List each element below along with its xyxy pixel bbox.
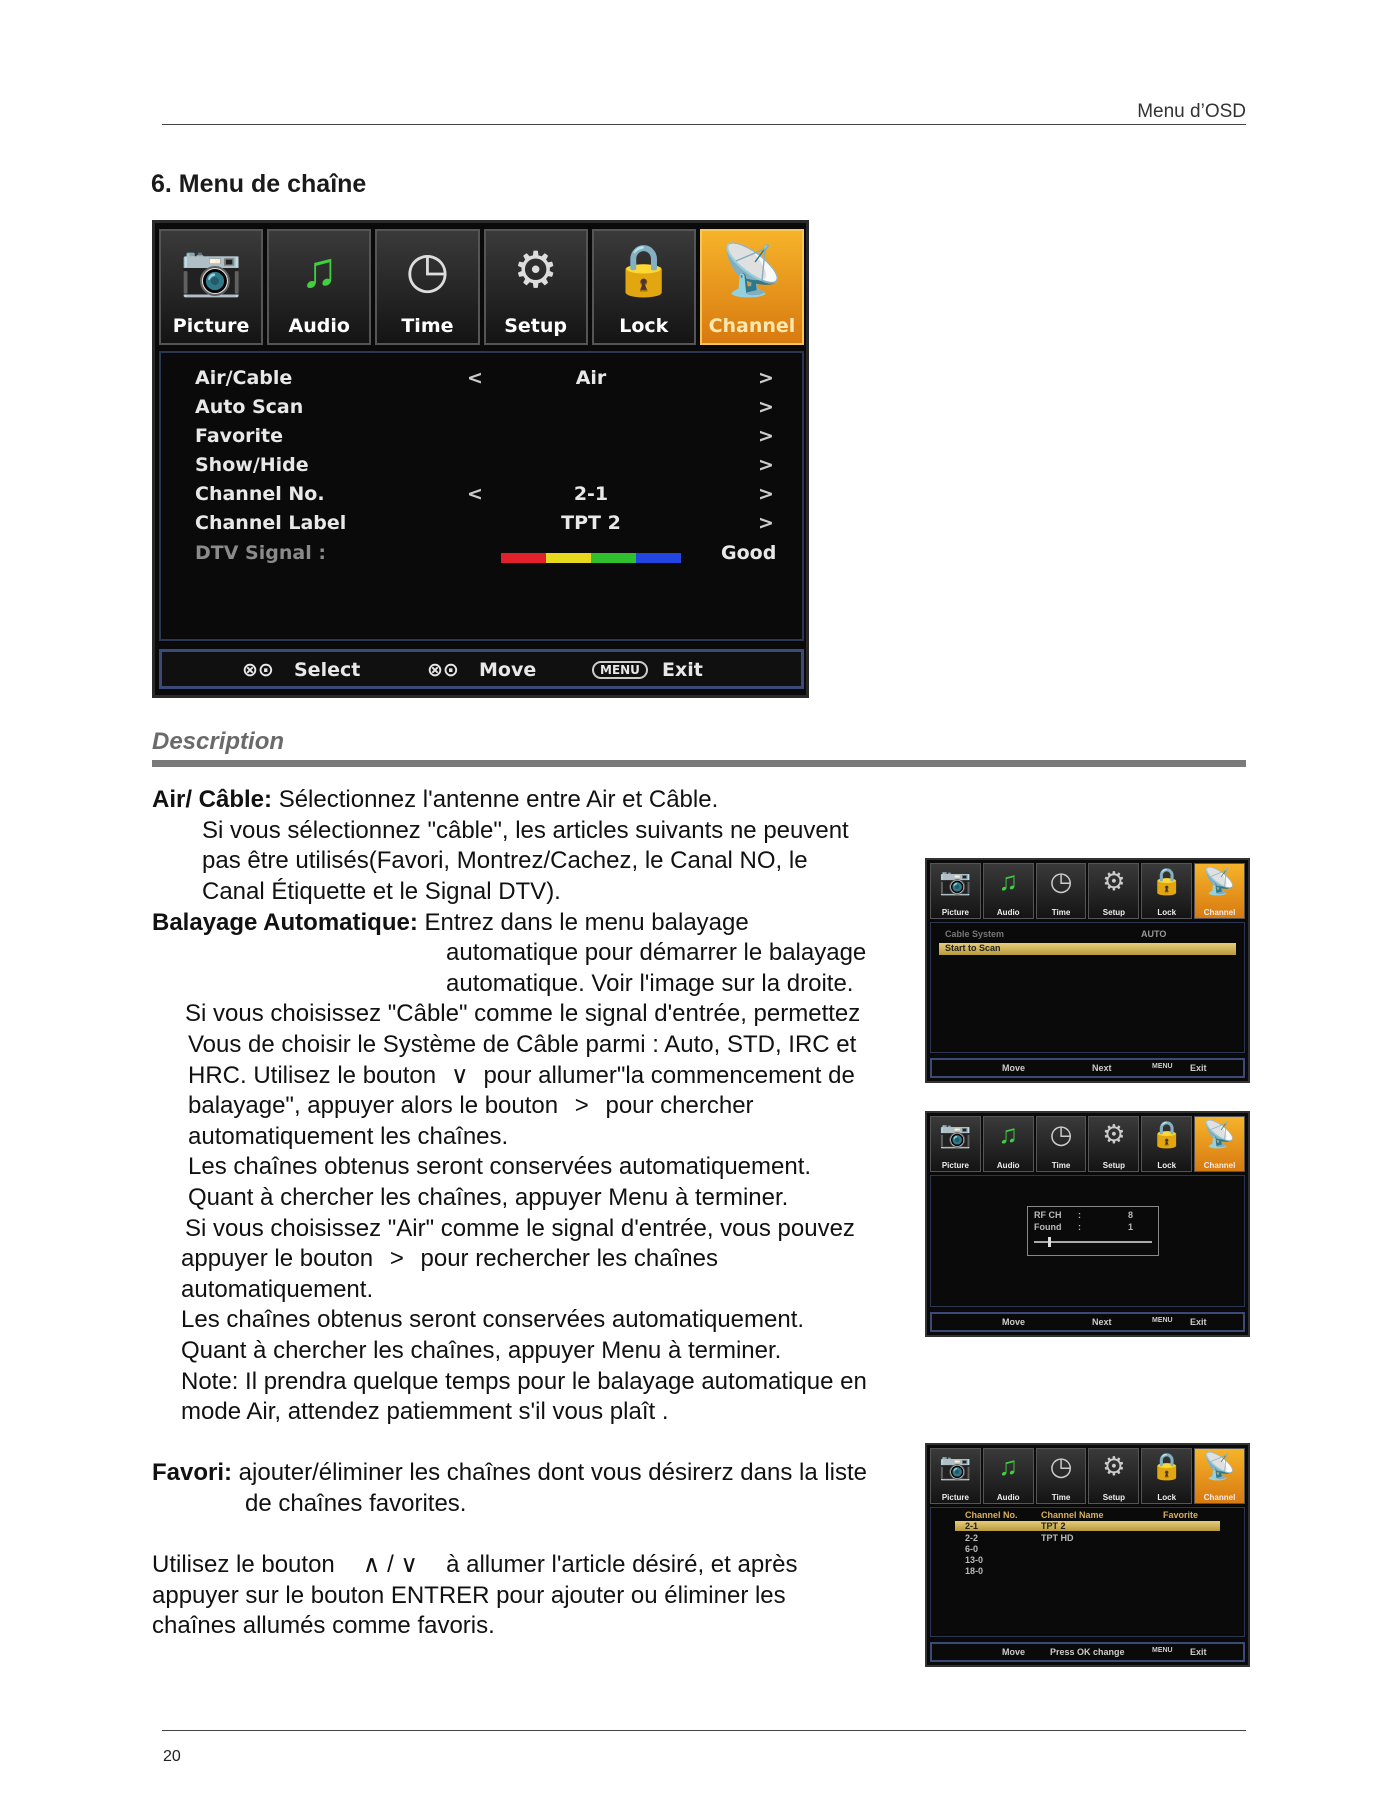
header-rule	[162, 124, 1246, 125]
camera-icon: 📷	[939, 1451, 972, 1481]
row-label: Air/Cable	[195, 367, 293, 389]
menu-row-air-cable	[161, 367, 802, 397]
gear-icon: ⚙	[1102, 1119, 1126, 1149]
tab-label: Picture	[172, 315, 250, 337]
signal-quality: Good	[721, 542, 777, 564]
satellite-dish-icon: 📡	[720, 242, 784, 298]
row-label: Favorite	[195, 425, 283, 447]
row-value: 2-1	[573, 483, 609, 505]
down-arrow-icon: ∨	[450, 1062, 469, 1089]
music-note-icon: ♫	[998, 1119, 1018, 1149]
mini-tab-picture	[930, 1448, 981, 1504]
air-cable-text: Sélectionnez l'antenne entre Air et Câble.	[272, 786, 719, 813]
row-label: Channel No.	[195, 483, 325, 505]
osd-tab-bar	[159, 229, 804, 345]
footer-press-ok: Press OK change	[1050, 1647, 1125, 1657]
mini-tab-label: Setup	[1102, 1493, 1126, 1502]
cable-line-2: Vous de choisir le Système de Câble parmi : Auto, STD, IRC et	[188, 1031, 857, 1058]
satellite-dish-icon: 📡	[1203, 1451, 1236, 1481]
use-line-2: appuyer sur le bouton ENTRER pour ajouter ou éliminer les	[152, 1582, 786, 1609]
mini-tab-lock	[1141, 863, 1192, 919]
col-favorite: Favorite	[1163, 1510, 1199, 1520]
camera-icon: 📷	[939, 866, 972, 896]
col-channel-name: Channel Name	[1041, 1510, 1104, 1520]
list-item-name: TPT 2	[1041, 1521, 1066, 1531]
cable-line-3	[188, 1061, 855, 1092]
menu-key-icon: MENU	[1152, 1647, 1173, 1654]
row-value: Air	[575, 367, 607, 389]
mini-footer	[930, 1642, 1245, 1662]
row-label: Auto Scan	[195, 396, 304, 418]
osd-footer	[159, 649, 804, 689]
clock-icon: ◷	[405, 242, 450, 298]
air-line-2a: appuyer le bouton	[181, 1245, 374, 1272]
mini-tab-label: Setup	[1102, 908, 1126, 917]
mini-tab-audio	[983, 1116, 1034, 1172]
use-line-1a: Utilisez le bouton	[152, 1551, 335, 1578]
start-to-scan-label: Start to Scan	[945, 943, 1001, 953]
air-cable-label: Air/ Câble:	[152, 786, 273, 813]
auto-scan-line-3: automatique. Voir l'image sur la droite.	[446, 970, 854, 997]
mini-tab-label: Time	[1051, 1161, 1071, 1170]
footer-exit: Exit	[1190, 1063, 1207, 1073]
menu-row-channel-label	[161, 512, 802, 542]
mini-tab-label: Picture	[941, 908, 969, 917]
favorite-label: Favori:	[152, 1459, 233, 1486]
mini-tab-label: Audio	[996, 908, 1020, 917]
tab-label: Setup	[504, 315, 567, 337]
use-line-3: chaînes allumés comme favoris.	[152, 1612, 495, 1639]
up-down-arrow-icon: ∧ / ∨	[362, 1551, 418, 1578]
air-cable-line-3: pas être utilisés(Favori, Montrez/Cachez, le Canal NO, le	[202, 847, 808, 874]
cable-line-3b: pour allumer"la commencement de	[483, 1062, 855, 1089]
mini-tab-lock	[1141, 1116, 1192, 1172]
menu-key-icon: MENU	[592, 661, 648, 679]
cable-line-4b: pour chercher	[605, 1092, 754, 1119]
tab-audio	[267, 229, 371, 345]
mini-tab-channel	[1194, 1448, 1245, 1504]
tab-label: Time	[401, 315, 454, 337]
list-item-number: 13-0	[965, 1555, 984, 1565]
clock-icon: ◷	[1049, 1451, 1073, 1481]
footer-select: Select	[294, 659, 361, 681]
list-item-number: 2-2	[965, 1533, 979, 1543]
mini-menu-body	[930, 922, 1245, 1053]
air-cable-line-2: Si vous sélectionnez "câble", les articles suivants ne peuvent	[202, 817, 849, 844]
mini-tab-label: Setup	[1102, 1161, 1126, 1170]
auto-scan-text: Entrez dans le menu balayage	[417, 909, 749, 936]
tab-lock	[592, 229, 696, 345]
padlock-icon: 🔒	[1150, 1451, 1183, 1481]
mini-tab-lock	[1141, 1448, 1192, 1504]
row-label: Show/Hide	[195, 454, 309, 476]
signal-segment-blue	[636, 553, 681, 563]
camera-icon: 📷	[179, 242, 243, 298]
menu-row-dtv-signal	[161, 542, 802, 572]
right-arrow-icon: >	[758, 396, 774, 418]
description-rule	[152, 760, 1246, 767]
cable-system-label: Cable System	[945, 929, 1005, 939]
right-arrow-icon: >	[758, 367, 774, 389]
scan-progress-handle	[1048, 1237, 1051, 1247]
list-item-name: TPT HD	[1041, 1533, 1074, 1543]
signal-segment-red	[501, 553, 546, 563]
gear-icon: ⚙	[513, 242, 559, 298]
tab-label: Channel	[708, 315, 796, 337]
mini-tab-bar	[930, 1116, 1245, 1172]
clock-icon: ◷	[1049, 866, 1073, 896]
tab-picture	[159, 229, 263, 345]
right-arrow-icon: >	[758, 512, 774, 534]
mini-tab-channel	[1194, 1116, 1245, 1172]
footer-next: Next	[1092, 1063, 1112, 1073]
music-note-icon: ♫	[998, 866, 1018, 896]
cable-system-value: AUTO	[1141, 929, 1167, 939]
right-arrow-icon: >	[758, 425, 774, 447]
mini-tab-label: Lock	[1157, 1161, 1177, 1170]
found-sep: :	[1078, 1222, 1081, 1232]
scan-progress-track	[1034, 1241, 1152, 1243]
tab-label: Audio	[288, 315, 350, 337]
favorite-line	[152, 1458, 867, 1489]
row-label: Channel Label	[195, 512, 347, 534]
right-arrow-icon: >	[574, 1092, 589, 1119]
cable-line-4	[188, 1091, 754, 1122]
mini-tab-channel	[1194, 863, 1245, 919]
mini-tab-label: Audio	[996, 1493, 1020, 1502]
mini-tab-audio	[983, 1448, 1034, 1504]
menu-row-favorite	[161, 425, 802, 455]
padlock-icon: 🔒	[1150, 866, 1183, 896]
footer-move: Move	[1002, 1317, 1026, 1327]
left-right-keys-icon: ⊗⊙	[427, 659, 459, 681]
air-line-4: Les chaînes obtenus seront conservées automatiquement.	[181, 1306, 805, 1333]
mini-tab-label: Picture	[941, 1161, 969, 1170]
air-line-2	[181, 1244, 718, 1275]
footer-move: Move	[1002, 1647, 1026, 1657]
satellite-dish-icon: 📡	[1203, 866, 1236, 896]
gear-icon: ⚙	[1102, 1451, 1126, 1481]
tab-setup	[484, 229, 588, 345]
mini-menu-body	[930, 1175, 1245, 1307]
mini-tab-label: Channel	[1203, 908, 1236, 917]
use-line-1b: à allumer l'article désiré, et après	[446, 1551, 798, 1578]
right-arrow-icon: >	[758, 454, 774, 476]
list-item-number: 6-0	[965, 1544, 979, 1554]
mini-tab-bar	[930, 863, 1245, 919]
rf-channel-sep: :	[1078, 1210, 1081, 1220]
footer-exit: Exit	[1190, 1647, 1207, 1657]
menu-key-icon: MENU	[1152, 1063, 1173, 1070]
section-title: 6. Menu de chaîne	[151, 170, 367, 198]
use-line-1	[152, 1550, 798, 1581]
mini-tab-label: Time	[1051, 1493, 1071, 1502]
mini-tab-label: Channel	[1203, 1161, 1236, 1170]
music-note-icon: ♫	[300, 242, 338, 298]
air-cable-line	[152, 785, 718, 816]
list-item-number: 18-0	[965, 1566, 984, 1576]
mini-tab-time	[1036, 1116, 1087, 1172]
favorite-line-2: de chaînes favorites.	[245, 1490, 467, 1517]
auto-scan-line-2: automatique pour démarrer le balayage	[446, 939, 867, 966]
mini-tab-label: Audio	[996, 1161, 1020, 1170]
col-channel-no: Channel No.	[965, 1510, 1018, 1520]
mini-tab-setup	[1088, 863, 1139, 919]
up-down-keys-icon: ⊗⊙	[242, 659, 274, 681]
signal-segment-yellow	[546, 553, 591, 563]
camera-icon: 📷	[939, 1119, 972, 1149]
mini-footer	[930, 1058, 1245, 1078]
running-header: Menu d’OSD	[1137, 101, 1246, 122]
tab-channel	[700, 229, 804, 345]
cable-line-5: automatiquement les chaînes.	[188, 1123, 509, 1150]
mini-tab-setup	[1088, 1448, 1139, 1504]
menu-row-channel-no	[161, 483, 802, 513]
mini-tab-label: Picture	[941, 1493, 969, 1502]
padlock-icon: 🔒	[1150, 1119, 1183, 1149]
mini-tab-audio	[983, 863, 1034, 919]
tab-time	[375, 229, 479, 345]
air-line-1: Si vous choisissez "Air" comme le signal d'entrée, vous pouvez	[185, 1215, 855, 1242]
footer-exit: Exit	[662, 659, 703, 681]
footer-exit: Exit	[1190, 1317, 1207, 1327]
left-arrow-icon: <	[467, 367, 483, 389]
cable-line-4a: balayage", appuyer alors le bouton	[188, 1092, 559, 1119]
rf-channel-value: 8	[1128, 1210, 1134, 1220]
cable-line-1: Si vous choisissez "Câble" comme le signal d'entrée, permettez	[185, 1000, 861, 1027]
list-item-number: 2-1	[965, 1521, 979, 1531]
mini-tab-time	[1036, 863, 1087, 919]
found-value: 1	[1128, 1222, 1134, 1232]
menu-row-auto-scan	[161, 396, 802, 426]
mini-tab-bar	[930, 1448, 1245, 1504]
mini-tab-label: Channel	[1203, 1493, 1236, 1502]
footer-next: Next	[1092, 1317, 1112, 1327]
menu-key-icon: MENU	[1152, 1317, 1173, 1324]
cable-line-6: Les chaînes obtenus seront conservées automatiquement.	[188, 1153, 812, 1180]
auto-scan-cable-screenshot	[925, 858, 1250, 1083]
auto-scan-line	[152, 908, 749, 939]
mini-tab-label: Time	[1051, 908, 1071, 917]
satellite-dish-icon: 📡	[1203, 1119, 1236, 1149]
signal-strength-bar	[501, 553, 681, 563]
row-value: TPT 2	[561, 512, 621, 534]
signal-segment-green	[591, 553, 636, 563]
cable-line-3a: HRC. Utilisez le bouton	[188, 1062, 437, 1089]
gear-icon: ⚙	[1102, 866, 1126, 896]
air-line-5: Quant à chercher les chaînes, appuyer Menu à terminer.	[181, 1337, 782, 1364]
channel-menu-screenshot	[152, 220, 809, 698]
menu-row-show-hide	[161, 454, 802, 484]
footer-move: Move	[1002, 1063, 1026, 1073]
right-arrow-icon: >	[758, 483, 774, 505]
footer-rule	[162, 1730, 1246, 1731]
rf-channel-label: RF CH	[1034, 1210, 1062, 1220]
favorite-text: ajouter/éliminer les chaînes dont vous désirerz dans la liste	[232, 1459, 868, 1486]
mini-tab-label: Lock	[1157, 1493, 1177, 1502]
page-number: 20	[163, 1748, 181, 1765]
mini-tab-time	[1036, 1448, 1087, 1504]
air-cable-line-4: Canal Étiquette et le Signal DTV).	[202, 878, 561, 905]
scan-progress-box	[1027, 1206, 1159, 1256]
mini-tab-label: Lock	[1157, 908, 1177, 917]
auto-scan-air-screenshot	[925, 1111, 1250, 1337]
favorite-list-screenshot	[925, 1443, 1250, 1667]
air-line-2b: pour rechercher les chaînes	[420, 1245, 718, 1272]
highlight-bar	[955, 1521, 1220, 1531]
mini-footer	[930, 1312, 1245, 1332]
mini-tab-picture	[930, 1116, 981, 1172]
osd-menu-list	[159, 351, 804, 641]
footer-move: Move	[479, 659, 537, 681]
air-line-3: automatiquement.	[181, 1276, 374, 1303]
left-arrow-icon: <	[467, 483, 483, 505]
mini-menu-body	[930, 1507, 1245, 1637]
found-label: Found	[1034, 1222, 1062, 1232]
tab-label: Lock	[619, 315, 669, 337]
note-line-1: Note: Il prendra quelque temps pour le balayage automatique en	[181, 1368, 867, 1395]
row-label: DTV Signal :	[195, 542, 326, 564]
cable-line-7: Quant à chercher les chaînes, appuyer Menu à terminer.	[188, 1184, 789, 1211]
note-line-2: mode Air, attendez patiemment s'il vous plaît .	[181, 1398, 669, 1425]
right-arrow-icon: >	[389, 1245, 404, 1272]
mini-tab-setup	[1088, 1116, 1139, 1172]
mini-tab-picture	[930, 863, 981, 919]
description-heading: Description	[152, 728, 285, 755]
auto-scan-label: Balayage Automatique:	[152, 909, 418, 936]
music-note-icon: ♫	[998, 1451, 1018, 1481]
clock-icon: ◷	[1049, 1119, 1073, 1149]
padlock-icon: 🔒	[612, 242, 675, 298]
